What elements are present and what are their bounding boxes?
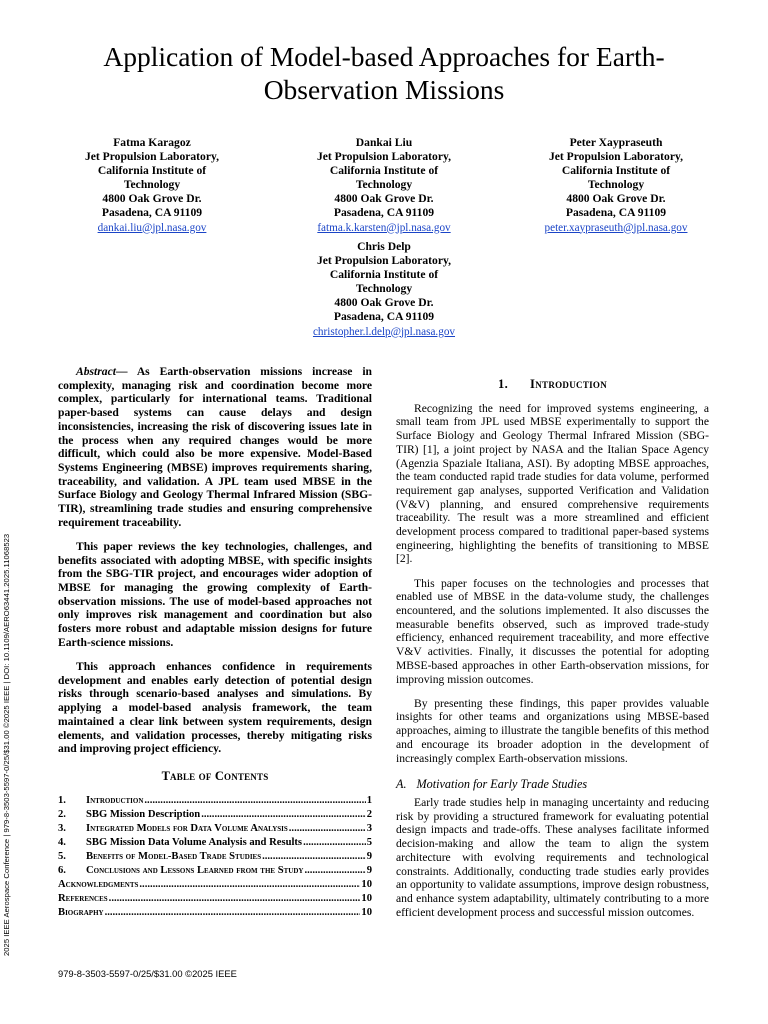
toc-leader-dots <box>304 864 365 878</box>
author-email-link[interactable]: peter.xaypraseuth@jpl.nasa.gov <box>544 221 688 234</box>
toc-entry-label: Acknowledgments <box>58 878 139 890</box>
toc-entry-page: 2 <box>366 808 372 820</box>
toc-entry-label: References <box>58 892 108 904</box>
author-block-delp <box>284 240 484 339</box>
author-name: Dankai Liu <box>355 136 413 149</box>
left-column <box>58 365 372 920</box>
author-affiliation: Technology <box>123 178 181 192</box>
abstract-text: As Earth-observation missions increase in complexity, managing risk and coordination become more complex, particularly for international teams. Traditional paper-based systems can cause delays and design inconsistencies, increasing the risk of discovering issues late in the process when any required changes would be more difficult, which could also be more expensive. Model-Based Systems Engineering (MBSE) improves requirements sharing, traceability, and validation. A JPL team used MBSE in the Surface Biology and Geology Thermal Infrared Mission (SBG-TIR), streamlining trade studies and ensuring comprehensive requirement traceability. <box>58 365 372 529</box>
toc-entry-page: 1 <box>366 794 372 806</box>
toc-leader-dots <box>109 892 361 906</box>
abstract-paragraph: This approach enhances confidence in requirements development and enables early detection of potential design risks through scenario-based analyses and simulations. By applying a model-based analysis framework, the team maintained a clear link between system requirements, design elements, and validation processes, thereby mitigating risks and improving project efficiency. <box>58 660 372 756</box>
author-name: Chris Delp <box>357 240 411 253</box>
author-address: 4800 Oak Grove Dr. <box>566 192 666 206</box>
doi-side-stamp: 2025 IEEE Aerospace Conference | 979-8-3503-5597-0/25/$31.00 ©2025 IEEE | DOI: 10.1109/AERO63441.2025.11068523 <box>2 533 11 956</box>
author-address: 4800 Oak Grove Dr. <box>102 192 202 206</box>
table-of-contents <box>58 794 372 920</box>
paper-title: Application of Model-based Approaches for Earth-Observation Missions <box>103 41 665 105</box>
motivation-paragraph: Early trade studies help in managing uncertainty and reducing risk by providing a structured framework for evaluating potential design impacts and trade-offs. These analyses facilitate informed decision-making and allow the team to align the system architecture with evolving requirements and technological constraints. Additionally, conducting trade studies early provides an opportunity to validate assumptions, improve design robustness, and enhance system adaptability, ultimately contributing to a more efficient development process and successful mission outcomes. <box>396 795 709 919</box>
section-title: Introduction <box>530 377 608 391</box>
intro-paragraph: Recognizing the need for improved systems engineering, a small team from JPL used MBSE experimentally to support the Surface Biology and Geology Thermal Infrared Mission (SBG-TIR) [1], a joint project by NASA and the Italian Space Agency (Agenzia Spaziale Italiana, ASI). By adopting MBSE approaches, the team conducted rapid trade studies for data volume, performed requirement gap analyses, supported Verification and Validation (V&V) planning, and ensured comprehensive requirements traceability. The result was a more streamlined and efficient development process compared to traditional paper-based systems engineering, highlighting the benefits of transitioning to MBSE [2]. <box>396 401 709 566</box>
toc-entry-label: SBG Mission Data Volume Analysis and Results <box>86 836 303 848</box>
toc-entry-page: 5 <box>366 836 372 848</box>
author-affiliation: Jet Propulsion Laboratory, <box>548 150 684 164</box>
toc-leader-dots <box>289 822 366 836</box>
toc-entry[interactable] <box>58 850 372 864</box>
toc-entry-number: 1. <box>58 794 66 806</box>
toc-leader-dots <box>144 794 365 808</box>
section-number: 1. <box>497 377 509 391</box>
subsection-title: Motivation for Early Trade Studies <box>416 777 588 792</box>
author-address: Pasadena, CA 91109 <box>565 206 667 220</box>
author-affiliation: Jet Propulsion Laboratory, <box>84 150 220 164</box>
toc-entry-page: 10 <box>361 878 372 890</box>
toc-entry[interactable] <box>58 878 372 892</box>
author-address: 4800 Oak Grove Dr. <box>334 296 434 310</box>
abstract-paragraph <box>58 365 372 529</box>
author-name: Peter Xaypraseuth <box>569 136 663 149</box>
toc-entry[interactable] <box>58 836 372 850</box>
author-affiliation: Technology <box>355 282 413 296</box>
author-affiliation: Technology <box>587 178 645 192</box>
footer-copyright: 979-8-3503-5597-0/25/$31.00 ©2025 IEEE <box>58 968 237 979</box>
author-block-karagoz <box>52 136 252 235</box>
toc-entry-label: Benefits of Model-Based Trade Studies <box>86 850 262 862</box>
author-block-liu <box>284 136 484 235</box>
toc-entry-label: Integrated Models for Data Volume Analysis <box>86 822 288 834</box>
abstract-label: Abstract— <box>76 365 128 378</box>
toc-entry-label: Biography <box>58 906 104 918</box>
toc-entry-page: 3 <box>366 822 372 834</box>
subsection-letter: A. <box>396 777 407 792</box>
toc-entry[interactable] <box>58 808 372 822</box>
toc-entry-label: Conclusions and Lessons Learned from the Study <box>86 864 304 876</box>
toc-leader-dots <box>201 808 366 822</box>
toc-leader-dots <box>105 906 361 920</box>
toc-entry-number: 2. <box>58 808 66 820</box>
author-address: Pasadena, CA 91109 <box>333 310 435 324</box>
toc-entry-page: 9 <box>366 850 372 862</box>
author-email-link[interactable]: fatma.k.karsten@jpl.nasa.gov <box>317 221 451 234</box>
author-block-xaypraseuth <box>516 136 716 235</box>
toc-entry-number: 6. <box>58 864 66 876</box>
author-affiliation: Technology <box>355 178 413 192</box>
toc-entry[interactable] <box>58 864 372 878</box>
author-affiliation: Jet Propulsion Laboratory, <box>316 254 452 268</box>
author-address: Pasadena, CA 91109 <box>101 206 203 220</box>
subsection-heading-motivation <box>396 778 709 792</box>
toc-leader-dots <box>262 850 366 864</box>
toc-entry[interactable] <box>58 892 372 906</box>
author-name: Fatma Karagoz <box>113 136 191 149</box>
toc-entry-page: 9 <box>366 864 372 876</box>
author-affiliation: Jet Propulsion Laboratory, <box>316 150 452 164</box>
right-column <box>396 378 709 919</box>
toc-entry-page: 10 <box>361 906 372 918</box>
toc-leader-dots <box>303 836 366 850</box>
author-address: Pasadena, CA 91109 <box>333 206 435 220</box>
abstract-paragraph: This paper reviews the key technologies, challenges, and benefits associated with adopting MBSE, with specific insights from the SBG-TIR project, and encourages wider adoption of MBSE for managing the growing complexity of Earth-observation missions. The use of model-based approaches not only improves risk management and coordination but also fosters more robust and adaptable mission designs for future Earth-science missions. <box>58 539 372 649</box>
author-affiliation: California Institute of <box>329 164 439 178</box>
toc-entry-number: 5. <box>58 850 66 862</box>
section-heading-introduction <box>396 378 709 392</box>
author-affiliation: California Institute of <box>561 164 671 178</box>
intro-paragraph: By presenting these findings, this paper provides valuable insights for other teams and organizations using MBSE-based approaches, aiming to illustrate the tangible benefits of this method and encourage its broader adoption in the development of increasingly complex Earth-observation missions. <box>396 696 709 765</box>
toc-entry-label: Introduction <box>86 794 144 806</box>
toc-title: Table of Contents <box>161 768 269 783</box>
toc-entry-number: 4. <box>58 836 66 848</box>
toc-entry-page: 10 <box>361 892 372 904</box>
toc-entry[interactable] <box>58 906 372 920</box>
author-email-link[interactable]: christopher.l.delp@jpl.nasa.gov <box>312 325 456 338</box>
author-address: 4800 Oak Grove Dr. <box>334 192 434 206</box>
toc-entry-label: SBG Mission Description <box>86 808 201 820</box>
toc-entry-number: 3. <box>58 822 66 834</box>
author-email-link[interactable]: dankai.liu@jpl.nasa.gov <box>97 221 207 234</box>
toc-leader-dots <box>139 878 360 892</box>
author-affiliation: California Institute of <box>329 268 439 282</box>
toc-entry[interactable] <box>58 822 372 836</box>
intro-paragraph: This paper focuses on the technologies and processes that enabled use of MBSE in the data-volume study, the challenges encountered, and the solutions implemented. It also discusses the measurable benefits observed, such as improved trade-study efficiency, enhanced requirement traceability, and more effective V&V activities. Finally, it discusses the potential for adopting MBSE-based approaches in other Earth-observation missions, for improving mission outcomes. <box>396 576 709 686</box>
author-affiliation: California Institute of <box>97 164 207 178</box>
toc-entry[interactable] <box>58 794 372 808</box>
